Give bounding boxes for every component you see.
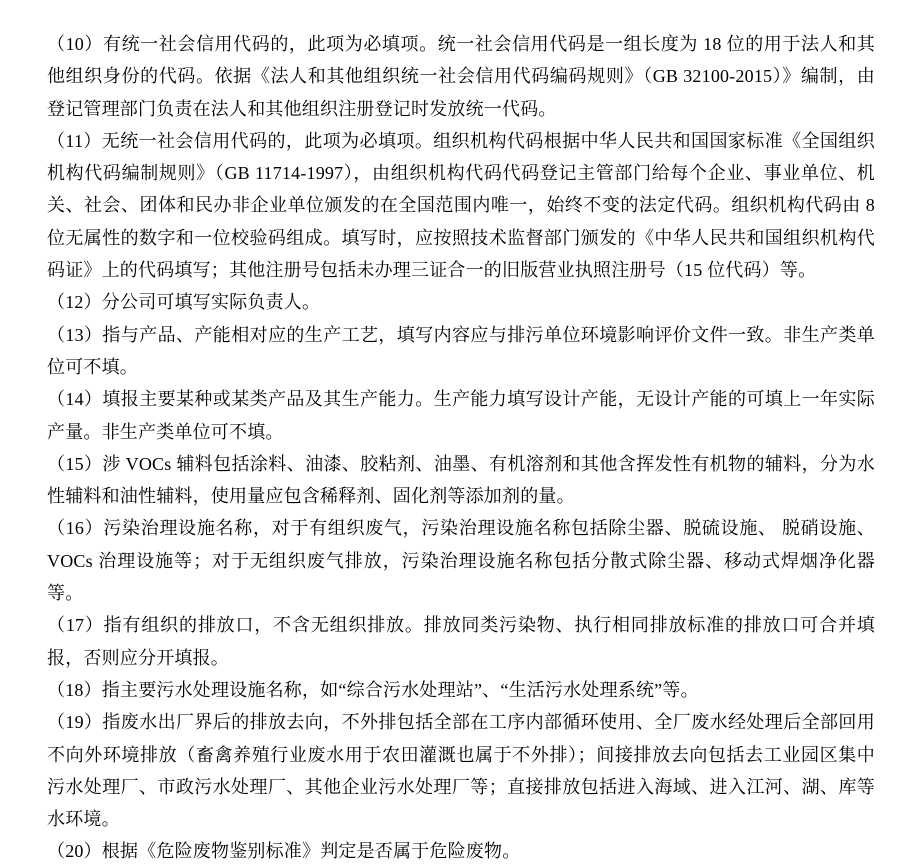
footnote-16: （16）污染治理设施名称，对于有组织废气，污染治理设施名称包括除尘器、脱硫设施、 脱硝设施、VOCs 治理设施等；对于无组织废气排放，污染治理设施名称包括分散式除尘器、移动式焊烟净化器等。 xyxy=(47,518,875,604)
footnote-13: （13）指与产品、产能相对应的生产工艺，填写内容应与排污单位环境影响评价文件一致。非生产类单位可不填。 xyxy=(47,324,875,377)
footnote-15: （15）涉 VOCs 辅料包括涂料、油漆、胶粘剂、油墨、有机溶剂和其他含挥发性有机物的辅料，分为水性辅料和油性辅料，使用量应包含稀释剂、固化剂等添加剂的量。 xyxy=(47,453,875,507)
footnote-19: （19）指废水出厂界后的排放去向，不外排包括全部在工序内部循环使用、全厂废水经处理后全部回用不向外环境排放（畜禽养殖行业废水用于农田灌溉也属于不外排）；间接排放去向包括去工业园区集中污水处理厂、市政污水处理厂、其他企业污水处理厂等；直接排放包括进入海域、进入江河、湖、库等水环境。 xyxy=(47,712,875,830)
footnote-20: （20）根据《危险废物鉴别标准》判定是否属于危险废物。 xyxy=(47,841,521,862)
footnote-10: （10）有统一社会信用代码的，此项为必填项。统一社会信用代码是一组长度为 18 位的用于法人和其他组织身份的代码。依据《法人和其他组织统一社会信用代码编码规则》（GB 32100-2015）》编制，由登记管理部门负责在法人和其他组织注册登记时发放统一代码。 xyxy=(47,34,875,119)
footnote-14: （14）填报主要某种或某类产品及其生产能力。生产能力填写设计产能，无设计产能的可填上一年实际产量。非生产类单位可不填。 xyxy=(47,389,875,442)
footnote-17: （17）指有组织的排放口，不含无组织排放。排放同类污染物、执行相同排放标准的排放口可合并填报，否则应分开填报。 xyxy=(47,615,875,668)
footnote-11: （11）无统一社会信用代码的，此项为必填项。组织机构代码根据中华人民共和国国家标准《全国组织机构代码编制规则》（GB 11714-1997），由组织机构代码代码登记主管部门给每个企业、事业单位、机关、社会、团体和民办非企业单位颁发的在全国范围内唯一，始终不变的法定代码。组织机构代码由 8 位无属性的数字和一位校验码组成。填写时，应按照技术监督部门颁发的《中华人民共和国组织机构代码证》上的代码填写；其他注册号包括未办理三证合一的旧版营业执照注册号（15 位代码）等。 xyxy=(47,130,875,281)
footnote-18: （18）指主要污水处理设施名称，如“综合污水处理站”、“生活污水处理系统”等。 xyxy=(47,679,699,700)
footnote-12: （12）分公司可填写实际负责人。 xyxy=(47,292,321,313)
